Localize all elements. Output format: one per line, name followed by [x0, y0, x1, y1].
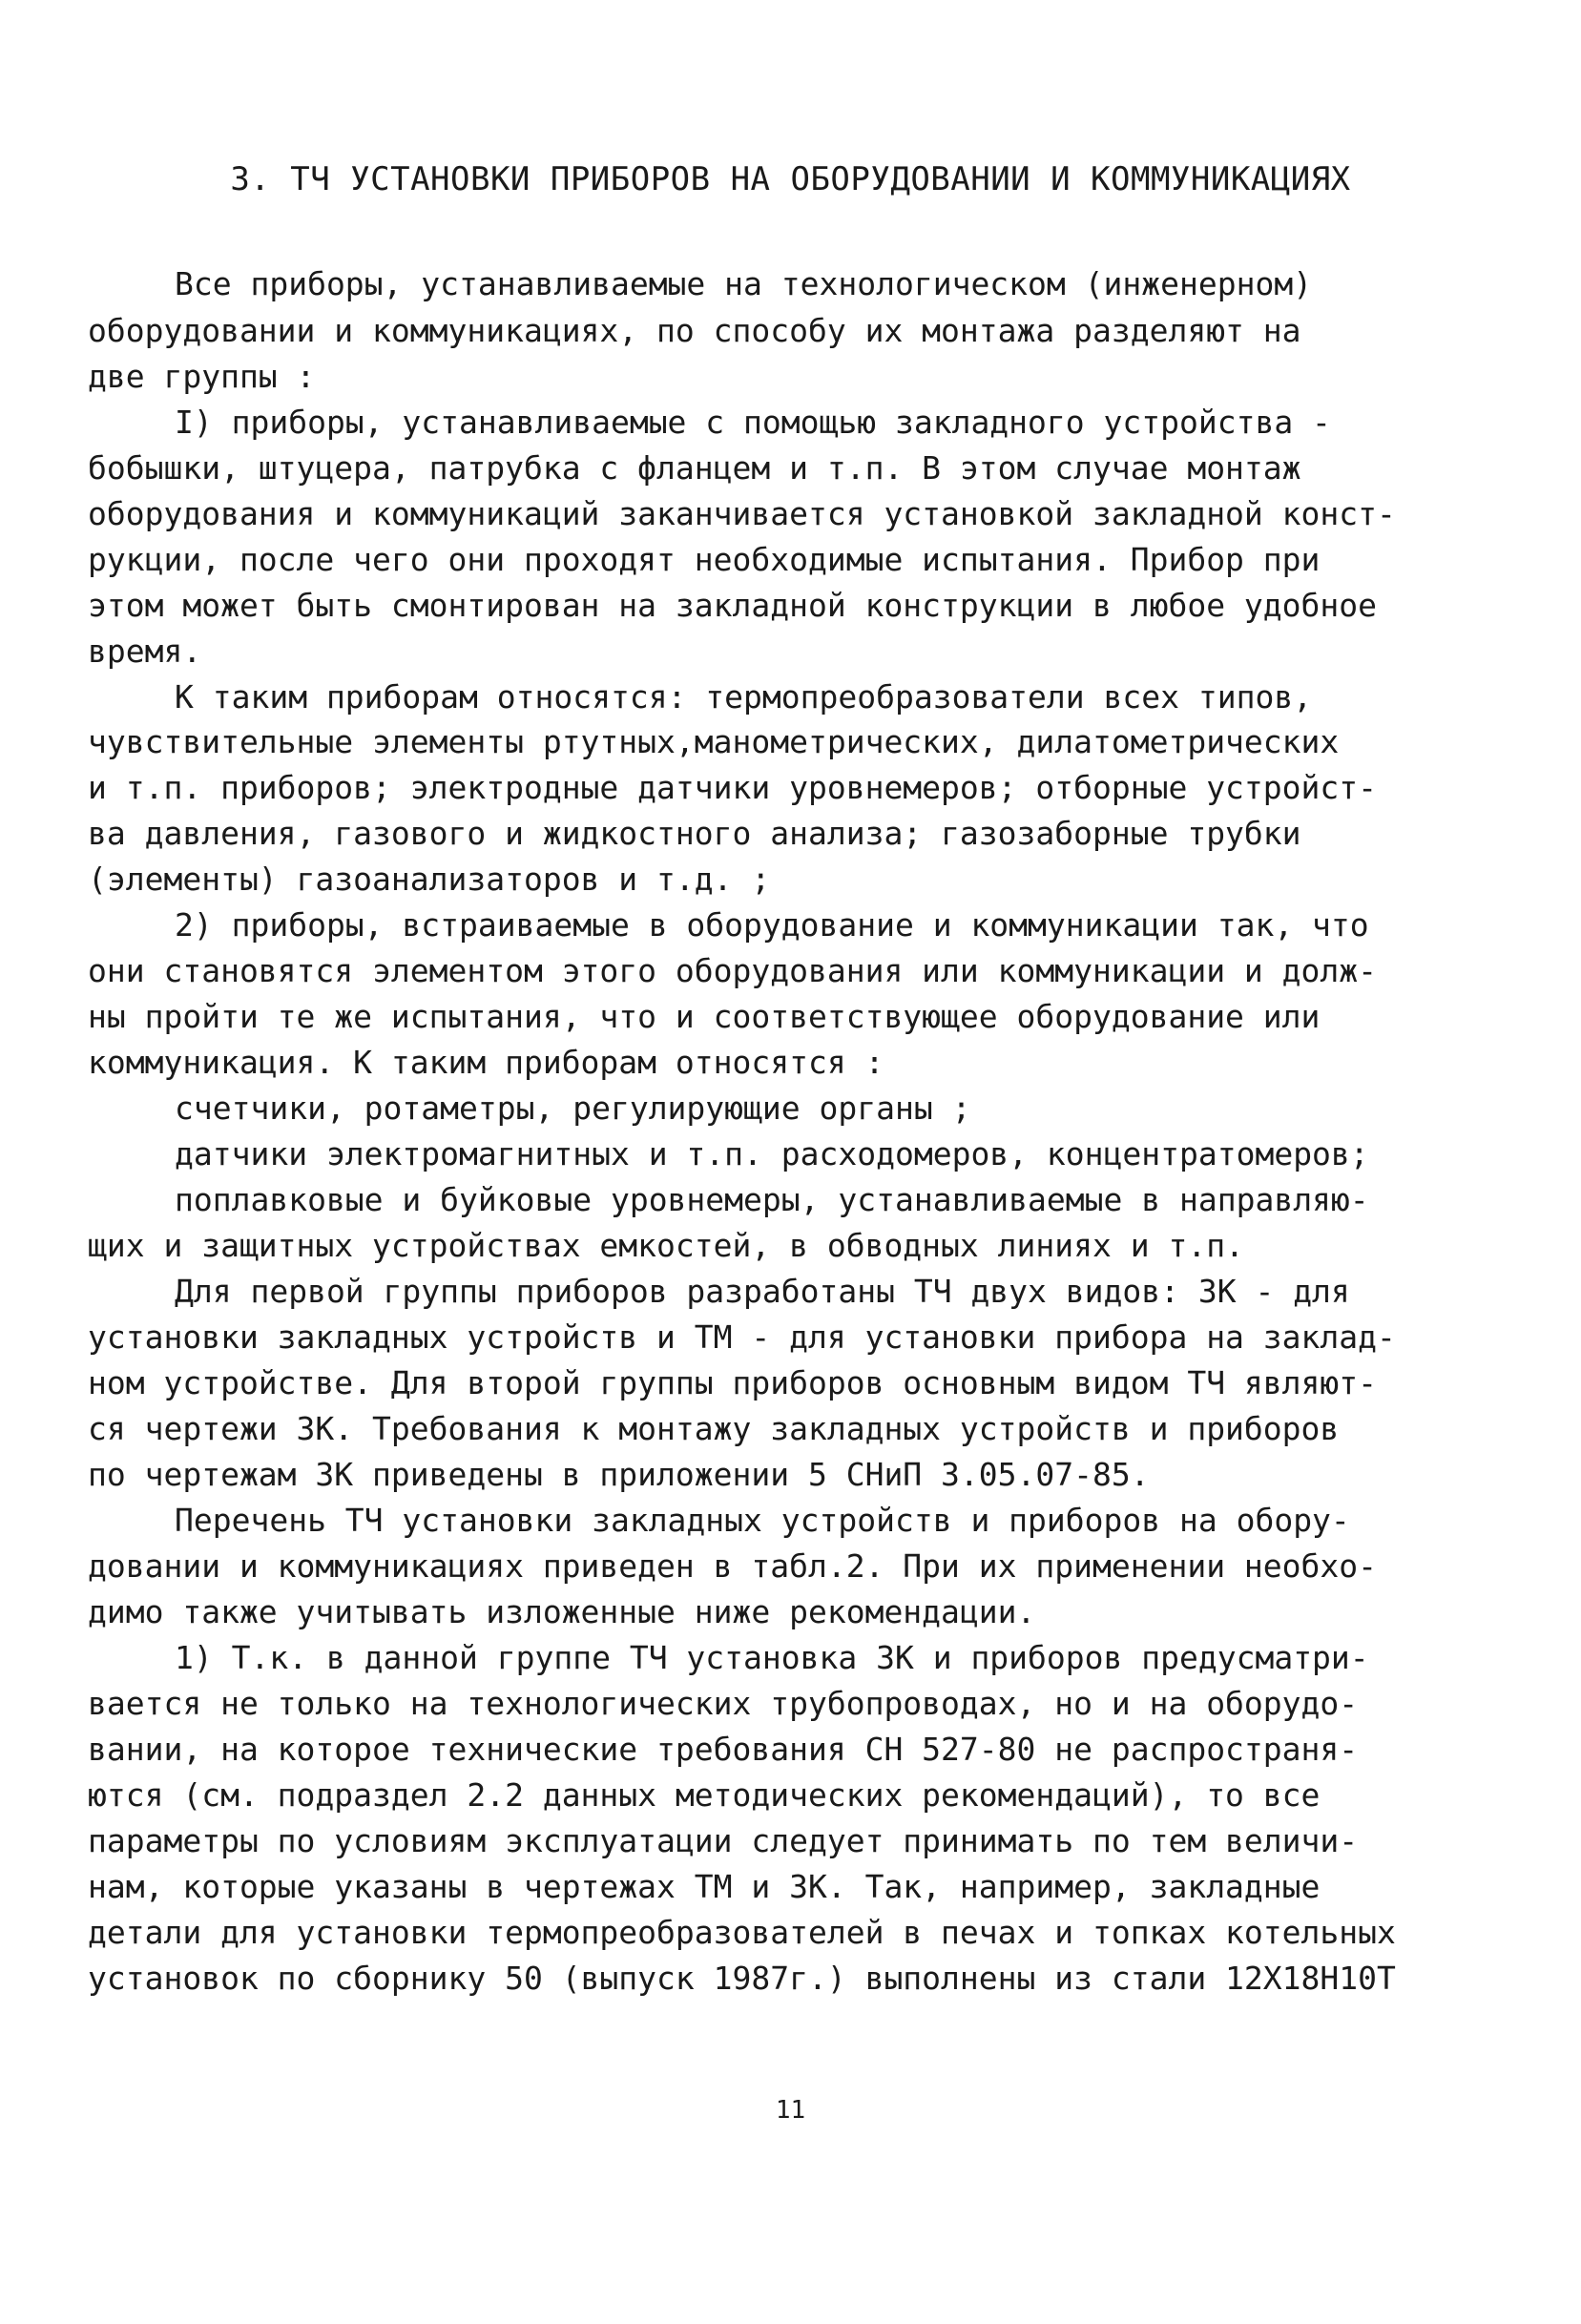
text-line: счетчики, ротаметры, регулирующие органы ; — [175, 1089, 971, 1127]
text-line: (элементы) газоанализаторов и т.д. ; — [88, 861, 771, 898]
text-line: Перечень ТЧ установки закладных устройств и приборов на обору- — [175, 1502, 1350, 1539]
text-line: I) приборы, устанавливаемые с помощью закладного устройства - — [175, 404, 1331, 441]
text-line: димо также учитывать изложенные ниже рекомендации. — [88, 1593, 1036, 1630]
text-line: Все приборы, устанавливаемые на технологическом (инженерном) — [175, 265, 1313, 302]
text-line: оборудования и коммуникаций заканчивается установкой закладной конст- — [88, 495, 1396, 532]
text-line: К таким приборам относятся: термопреобразователи всех типов, — [175, 678, 1313, 716]
text-line: детали для установки термопреобразователей в печах и топках котельных — [88, 1914, 1396, 1951]
text-line: коммуникация. К таким приборам относятся : — [88, 1044, 884, 1081]
text-line: они становятся элементом этого оборудования или коммуникации и долж- — [88, 952, 1378, 989]
page-number: 11 — [775, 2096, 806, 2125]
text-line: щих и защитных устройствах емкостей, в обводных линиях и т.п. — [88, 1227, 1244, 1264]
text-line: датчики электромагнитных и т.п. расходомеров, концентратомеров; — [175, 1135, 1369, 1172]
section-heading: 3. ТЧ УСТАНОВКИ ПРИБОРОВ НА ОБОРУДОВАНИИ И КОММУНИКАЦИЯХ — [230, 160, 1351, 198]
text-line: довании и коммуникациях приведен в табл.2. При их применении необхо- — [88, 1547, 1378, 1585]
text-line: и т.п. приборов; электродные датчики уровнемеров; отборные устройст- — [88, 769, 1378, 806]
text-line: по чертежам ЗК приведены в приложении 5 СНиП 3.05.07-85. — [88, 1456, 1150, 1493]
text-line: установки закладных устройств и ТМ - для установки прибора на заклад- — [88, 1318, 1396, 1356]
text-line: бобышки, штуцера, патрубка с фланцем и т.п. В этом случае монтаж — [88, 449, 1301, 487]
text-line: нам, которые указаны в чертежах ТМ и ЗК. Так, например, закладные — [88, 1868, 1321, 1905]
text-line: ются (см. подраздел 2.2 данных методических рекомендаций), то все — [88, 1776, 1321, 1814]
text-line: поплавковые и буйковые уровнемеры, устанавливаемые в направляю- — [175, 1181, 1369, 1218]
text-line: параметры по условиям эксплуатации следует принимать по тем величи- — [88, 1822, 1359, 1859]
text-line: 2) приборы, встраиваемые в оборудование и коммуникации так, что — [175, 906, 1369, 944]
text-line: чувствительные элементы ртутных,манометрических, дилатометрических — [88, 723, 1340, 760]
text-line: ны пройти те же испытания, что и соответствующее оборудование или — [88, 998, 1321, 1035]
text-line: вается не только на технологических трубопроводах, но и на оборудо- — [88, 1685, 1359, 1722]
text-line: рукции, после чего они проходят необходимые испытания. Прибор при — [88, 541, 1321, 578]
text-line: оборудовании и коммуникациях, по способу их монтажа разделяют на — [88, 312, 1301, 349]
text-line: 1) Т.к. в данной группе ТЧ установка ЗК и приборов предусматри- — [175, 1639, 1369, 1676]
text-line: ном устройстве. Для второй группы приборов основным видом ТЧ являют- — [88, 1364, 1378, 1401]
text-line: две группы : — [88, 358, 316, 395]
text-line: этом может быть смонтирован на закладной конструкции в любое удобное — [88, 587, 1378, 624]
text-line: Для первой группы приборов разработаны ТЧ двух видов: ЗК - для — [175, 1273, 1350, 1310]
text-line: ся чертежи ЗК. Требования к монтажу закладных устройств и приборов — [88, 1410, 1340, 1447]
text-line: установок по сборнику 50 (выпуск 1987г.) выполнены из стали 12Х18Н10Т — [88, 1960, 1396, 1997]
text-line: вании, на которое технические требования СН 527-80 не распространя- — [88, 1731, 1359, 1768]
text-line: ва давления, газового и жидкостного анализа; газозаборные трубки — [88, 815, 1301, 852]
text-line: время. — [88, 633, 202, 670]
